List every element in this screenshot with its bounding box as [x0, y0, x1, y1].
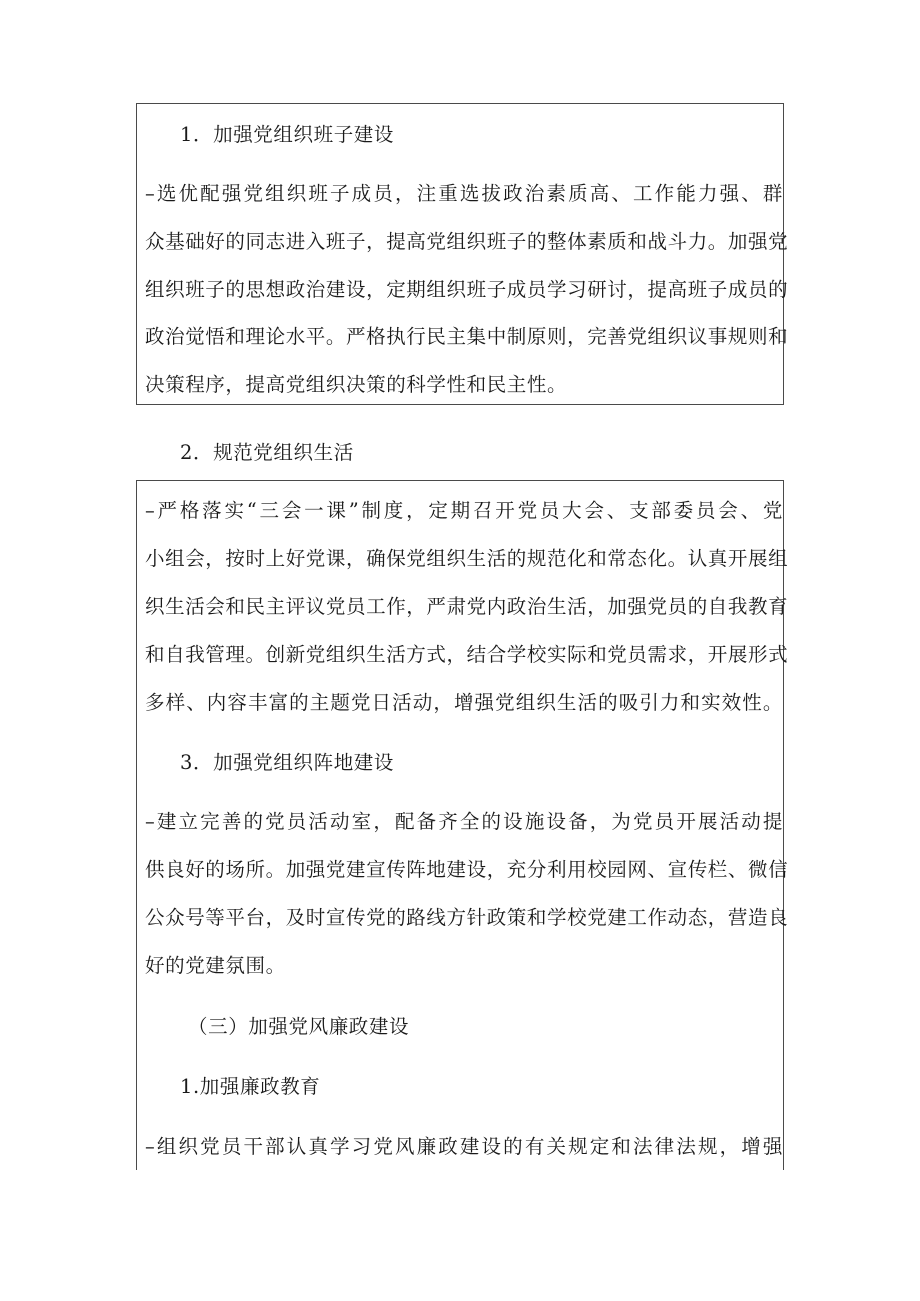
paragraph-line: 供良好的场所。加强党建宣传阵地建设，充分利用校园网、宣传栏、微信 [145, 858, 789, 881]
paragraph-line: 政治觉悟和理论水平。严格执行民主集中制原则，完善党组织议事规则和 [145, 325, 789, 348]
heading-integrity-education: 1.加强廉政教育 [180, 1075, 321, 1098]
paragraph-line: 多样、内容丰富的主题党日活动，增强党组织生活的吸引力和实效性。 [145, 691, 783, 714]
paragraph-line: –建立完善的党员活动室，配备齐全的设施设备，为党员开展活动提 [145, 810, 783, 833]
heading-strengthen-team: 1．加强党组织班子建设 [180, 123, 395, 146]
paragraph-line: 小组会，按时上好党课，确保党组织生活的规范化和常态化。认真开展组 [145, 547, 789, 570]
paragraph-line: 公众号等平台，及时宣传党的路线方针政策和学校党建工作动态，营造良 [145, 906, 789, 929]
heading-position-building: 3．加强党组织阵地建设 [180, 751, 395, 774]
paragraph-line: –严格落实“三会一课”制度，定期召开党员大会、支部委员会、党 [145, 499, 783, 522]
paragraph-line: 决策程序，提高党组织决策的科学性和民主性。 [145, 373, 568, 396]
paragraph-line: –组织党员干部认真学习党风廉政建设的有关规定和法律法规，增强 [145, 1135, 783, 1158]
heading-regulate-life: 2．规范党组织生活 [180, 441, 354, 464]
paragraph-line: 众基础好的同志进入班子，提高党组织班子的整体素质和战斗力。加强党 [145, 230, 789, 253]
heading-clean-governance: （三）加强党风廉政建设 [188, 1015, 410, 1038]
paragraph-line: 织生活会和民主评议党员工作，严肃党内政治生活，加强党员的自我教育 [145, 595, 789, 618]
paragraph-line: 好的党建氛围。 [145, 954, 286, 977]
paragraph-line: 和自我管理。创新党组织生活方式，结合学校实际和党员需求，开展形式 [145, 643, 789, 666]
paragraph-line: –选优配强党组织班子成员，注重选拔政治素质高、工作能力强、群 [145, 182, 783, 205]
paragraph-line: 组织班子的思想政治建设，定期组织班子成员学习研讨，提高班子成员的 [145, 278, 789, 301]
